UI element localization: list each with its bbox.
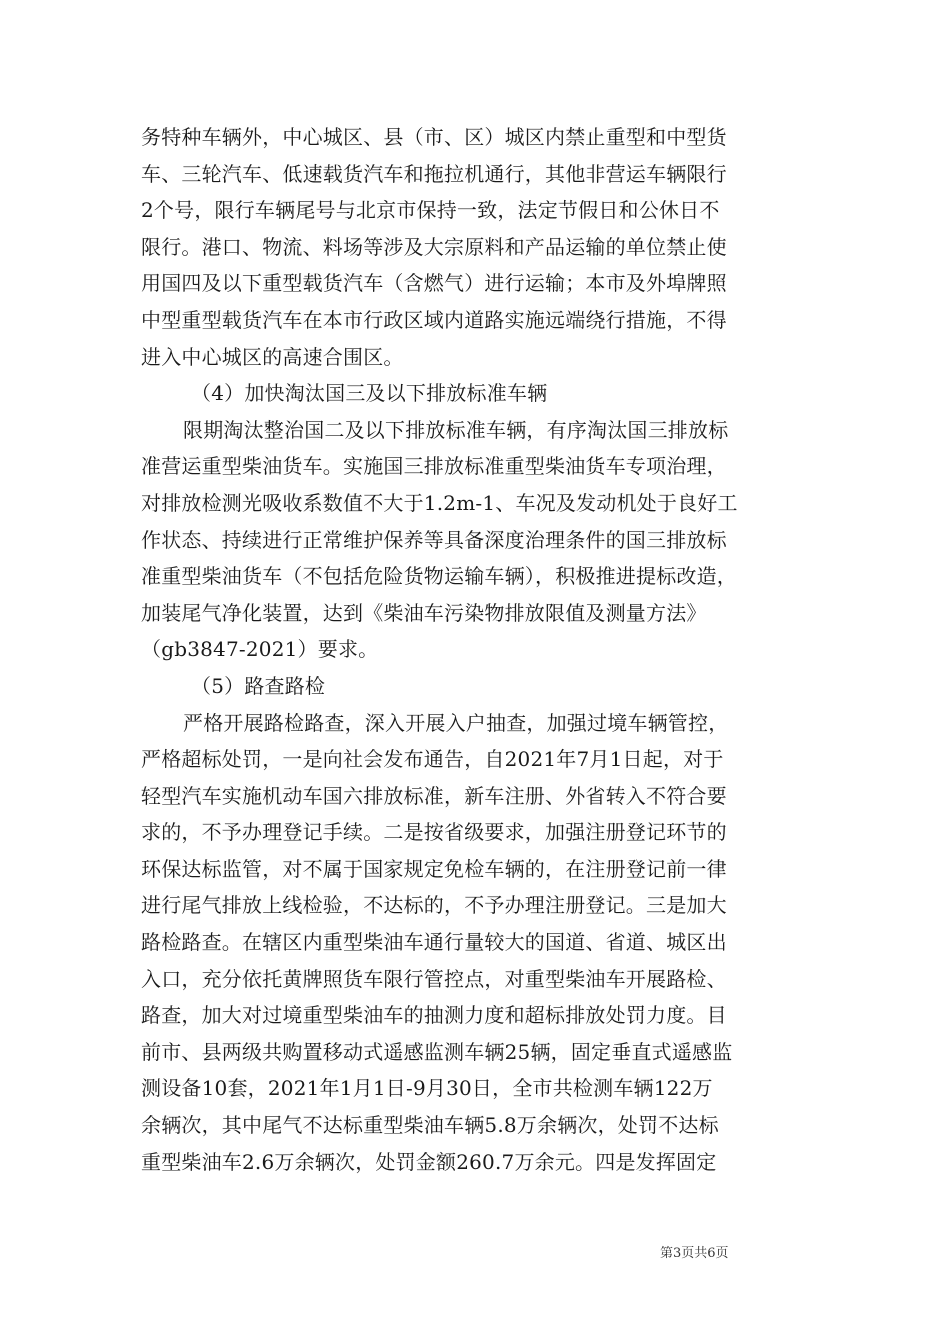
text-line: 限行。港口、物流、料场等涉及大宗原料和产品运输的单位禁止使 xyxy=(141,234,727,259)
text-line: 加装尾气净化装置，达到《柴油车污染物排放限值及测量方法》 xyxy=(141,600,707,625)
text-line: 路检路查。在辖区内重型柴油车通行量较大的国道、省道、城区出 xyxy=(141,930,727,955)
text-line: 准重型柴油货车（不包括危险货物运输车辆），积极推进提标改造， xyxy=(141,564,737,589)
text-line: 测设备10套，2021年1月1日-9月30日，全市共检测车辆122万 xyxy=(141,1076,713,1101)
text-line: 重型柴油车2.6万余辆次，处罚金额260.7万余元。四是发挥固定 xyxy=(141,1149,717,1174)
text-line: 务特种车辆外，中心城区、县（市、区）城区内禁止重型和中型货 xyxy=(141,125,727,149)
text-line: 入口，充分依托黄牌照货车限行管控点，对重型柴油车开展路检、 xyxy=(141,966,727,991)
text-line: 前市、县两级共购置移动式遥感监测车辆25辆，固定垂直式遥感监 xyxy=(141,1039,733,1064)
text-line: （gb3847-2021）要求。 xyxy=(141,637,379,662)
section-heading: （5）路查路检 xyxy=(191,673,326,698)
text-line: 用国四及以下重型载货汽车（含燃气）进行运输；本市及外埠牌照 xyxy=(141,271,727,296)
page-number: 第3页共6页 xyxy=(660,1246,729,1261)
text-line: 严格超标处罚，一是向社会发布通告，自2021年7月1日起，对于 xyxy=(141,747,724,772)
text-line: 严格开展路检路查，深入开展入户抽查，加强过境车辆管控， xyxy=(183,710,729,735)
text-line: 进入中心城区的高速合围区。 xyxy=(141,344,404,369)
text-line: 准营运重型柴油货车。实施国三排放标准重型柴油货车专项治理， xyxy=(141,454,727,479)
text-line: 对排放检测光吸收系数值不大于1.2m-1、车况及发动机处于良好工 xyxy=(141,490,738,515)
text-line: 求的，不予办理登记手续。二是按省级要求，加强注册登记环节的 xyxy=(141,820,727,845)
text-line: 余辆次，其中尾气不达标重型柴油车辆5.8万余辆次，处罚不达标 xyxy=(141,1113,719,1138)
text-line: 2个号，限行车辆尾号与北京市保持一致，法定节假日和公休日不 xyxy=(141,198,720,223)
document-body xyxy=(141,119,811,1180)
section-heading: （4）加快淘汰国三及以下排放标准车辆 xyxy=(191,381,548,406)
text-line: 作状态、持续进行正常维护保养等具备深度治理条件的国三排放标 xyxy=(141,527,727,552)
text-line: 路查，加大对过境重型柴油车的抽测力度和超标排放处罚力度。目 xyxy=(141,1003,727,1028)
text-line: 环保达标监管，对不属于国家规定免检车辆的，在注册登记前一律 xyxy=(141,856,727,881)
text-line: 车、三轮汽车、低速载货汽车和拖拉机通行，其他非营运车辆限行 xyxy=(141,161,727,186)
text-line: 进行尾气排放上线检验，不达标的，不予办理注册登记。三是加大 xyxy=(141,893,727,918)
text-line: 轻型汽车实施机动车国六排放标准，新车注册、外省转入不符合要 xyxy=(141,783,727,808)
text-line: 中型重型载货汽车在本市行政区域内道路实施远端绕行措施，不得 xyxy=(141,307,727,332)
text-line: 限期淘汰整治国二及以下排放标准车辆，有序淘汰国三排放标 xyxy=(183,417,729,442)
